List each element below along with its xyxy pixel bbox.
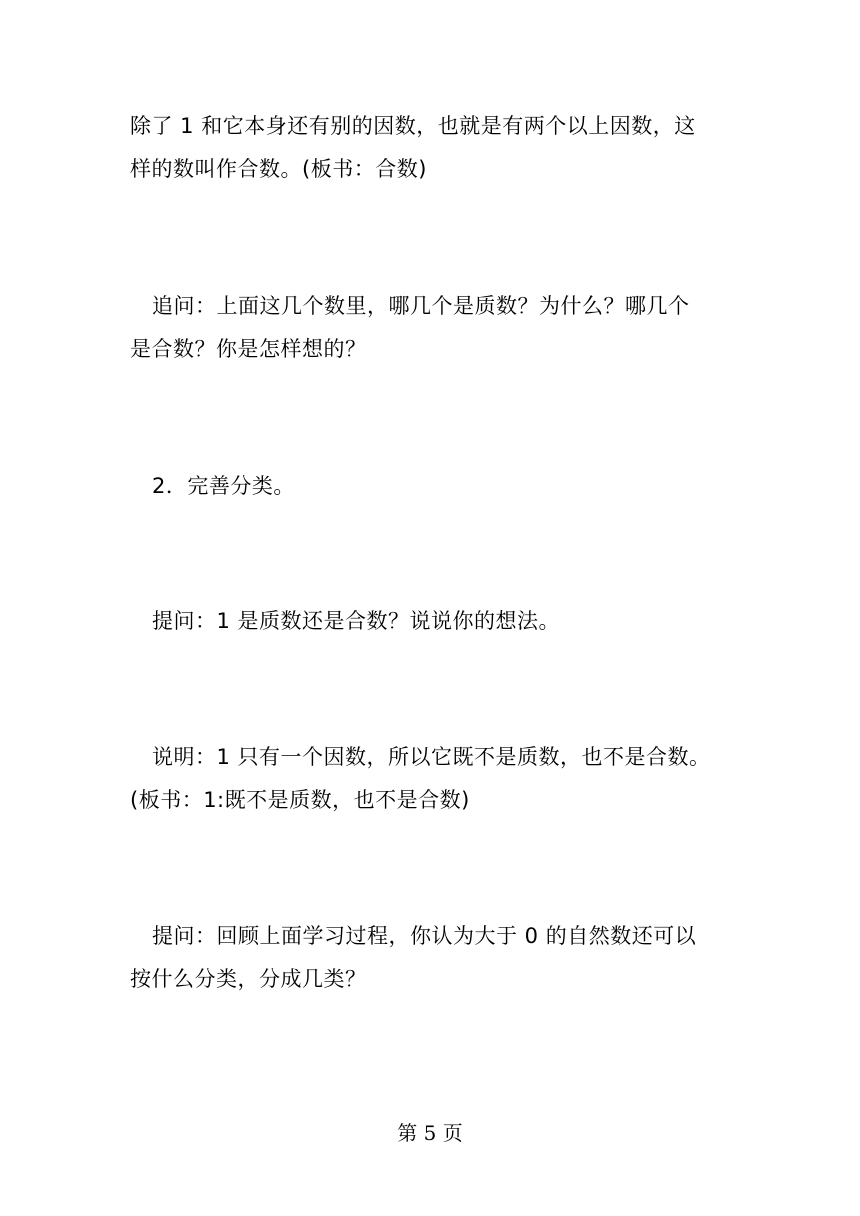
paragraph-follow-up-question <box>130 285 730 371</box>
paragraph-explanation <box>130 736 730 822</box>
paragraph-line: (板书：1:既不是质数，也不是合数) <box>130 788 470 812</box>
paragraph-question-one <box>130 600 730 643</box>
paragraph-line: 2．完善分类。 <box>152 474 295 498</box>
paragraph-line: 样的数叫作合数。(板书：合数) <box>130 157 427 181</box>
paragraph-line: 提问：回顾上面学习过程，你认为大于 0 的自然数还可以 <box>152 924 697 948</box>
paragraph-review-question <box>130 915 730 1001</box>
paragraph-composite-definition <box>130 105 730 191</box>
paragraph-line: 追问：上面这几个数里，哪几个是质数？为什么？哪几个 <box>152 294 690 318</box>
paragraph-line: 按什么分类，分成几类？ <box>130 967 367 991</box>
paragraph-line: 提问：1 是质数还是合数？说说你的想法。 <box>152 609 561 633</box>
paragraph-line: 是合数？你是怎样想的？ <box>130 337 367 361</box>
page-number-footer: 第 5 页 <box>397 1121 463 1145</box>
paragraph-line: 除了 1 和它本身还有别的因数，也就是有两个以上因数，这 <box>130 114 696 138</box>
paragraph-line: 说明：1 只有一个因数，所以它既不是质数，也不是合数。 <box>152 745 711 769</box>
section-heading-classification <box>130 465 730 508</box>
